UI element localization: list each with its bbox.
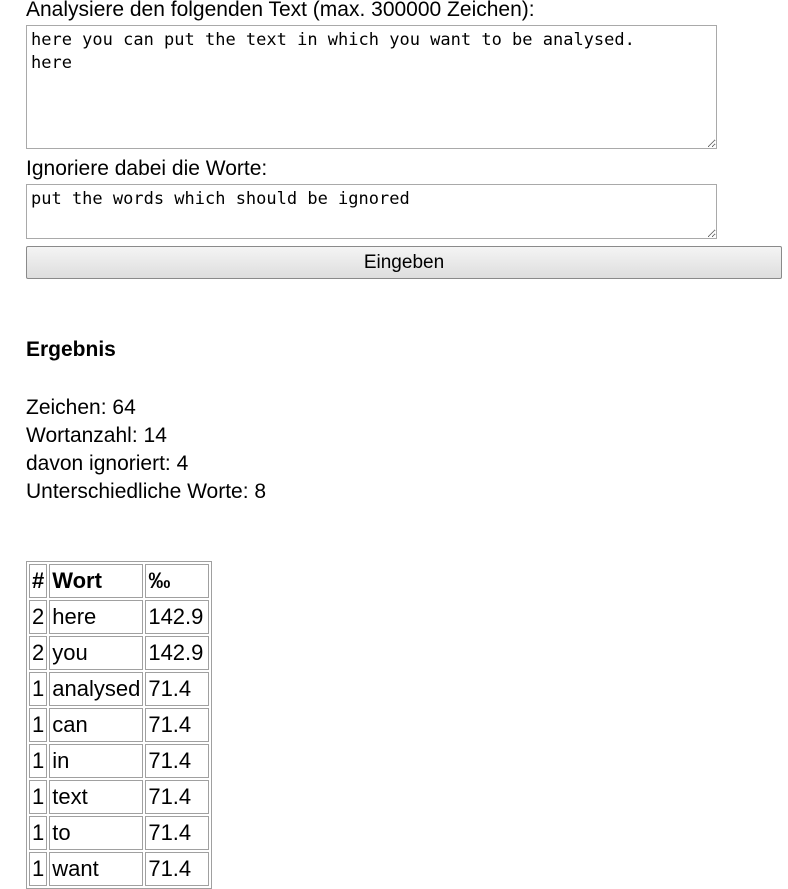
table-row: [29, 852, 209, 886]
stat-ignored: davon ignoriert: 4: [26, 452, 189, 475]
cell-count: 2: [29, 600, 47, 634]
stat-word-count: Wortanzahl: 14: [26, 424, 167, 447]
stat-characters: Zeichen: 64: [26, 396, 136, 419]
cell-count: 1: [29, 852, 47, 886]
cell-count: 2: [29, 636, 47, 670]
cell-word: can: [49, 708, 143, 742]
header-permille: ‰: [145, 564, 209, 598]
cell-count: 1: [29, 780, 47, 814]
cell-count: 1: [29, 672, 47, 706]
cell-permille: 142.9: [145, 600, 209, 634]
ignore-input-label: Ignoriere dabei die Worte:: [26, 157, 268, 180]
table-row: [29, 708, 209, 742]
stat-distinct-words: Unterschiedliche Worte: 8: [26, 480, 267, 503]
submit-button[interactable]: Eingeben: [26, 246, 782, 279]
table-row: [29, 816, 209, 850]
cell-permille: 71.4: [145, 744, 209, 778]
text-input-label: Analysiere den folgenden Text (max. 300000 Zeichen):: [26, 0, 535, 21]
cell-word: you: [49, 636, 143, 670]
cell-permille: 71.4: [145, 672, 209, 706]
header-word: Wort: [49, 564, 143, 598]
result-stats: [26, 394, 266, 506]
cell-count: 1: [29, 708, 47, 742]
word-frequency-table: [26, 561, 212, 889]
table-row: [29, 672, 209, 706]
cell-word: in: [49, 744, 143, 778]
cell-permille: 142.9: [145, 636, 209, 670]
table-row: [29, 744, 209, 778]
cell-word: analysed: [49, 672, 143, 706]
cell-word: want: [49, 852, 143, 886]
header-count: #: [29, 564, 47, 598]
cell-word: to: [49, 816, 143, 850]
table-row: [29, 780, 209, 814]
cell-count: 1: [29, 744, 47, 778]
cell-permille: 71.4: [145, 708, 209, 742]
cell-permille: 71.4: [145, 780, 209, 814]
table-header-row: [29, 564, 209, 598]
table-row: [29, 636, 209, 670]
table-row: [29, 600, 209, 634]
cell-permille: 71.4: [145, 852, 209, 886]
result-heading: Ergebnis: [26, 338, 116, 361]
cell-word: text: [49, 780, 143, 814]
ignore-words-input[interactable]: [26, 184, 717, 239]
cell-count: 1: [29, 816, 47, 850]
cell-word: here: [49, 600, 143, 634]
text-input[interactable]: [26, 25, 717, 149]
cell-permille: 71.4: [145, 816, 209, 850]
